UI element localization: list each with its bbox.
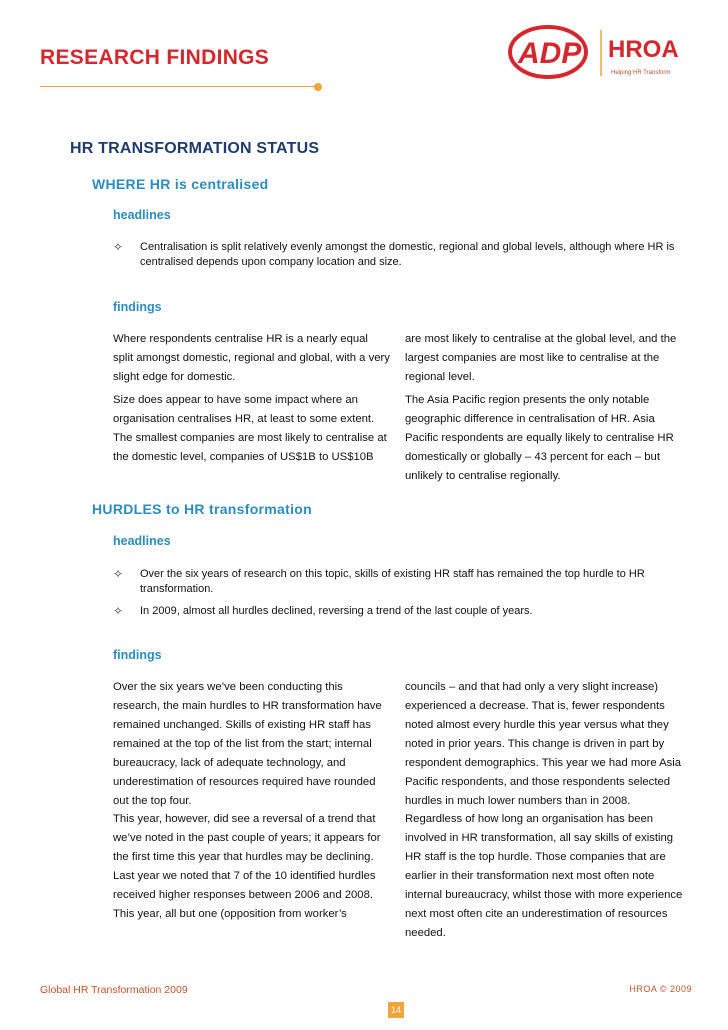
hurdles-headline-2-text: In 2009, almost all hurdles declined, reversing a trend of the last couple of years.: [140, 605, 533, 617]
hroa-wordmark: HROA: [608, 36, 679, 63]
hurdles-findings-label: findings: [113, 648, 162, 662]
hroa-tagline: Helping HR Transform: [611, 70, 671, 76]
where-hr-heading-rest: is centralised: [174, 176, 269, 192]
where-right-para-1: are most likely to centralise at the global level, and the largest companies are most like to centralise at the regional level.: [405, 333, 677, 383]
hurdles-right-para-1: councils – and that had only a very slight increase) experienced a decrease. That is, fewer respondents noted almost every hurdle this year versus what they noted in prior years. This change is driven in part by respondent demographics. This year we had more Asia Pacific respondents, and those respondents selected hurdles in much lower numbers than in 2008.: [405, 681, 682, 807]
title-underline: [40, 86, 315, 87]
hurdles-left-para-1: Over the six years we’ve been conducting this research, the main hurdles to HR transformation have remained unchanged. Skills of existing HR staff has remained at the top of the list from the start; internal bureaucracy, lack of adequate technology, and underestimation of resources required have rounded out the top four.: [113, 681, 382, 807]
hurdles-headline-2: [113, 604, 683, 619]
adp-hroa-logo: [508, 24, 698, 80]
where-hr-heading-caps: WHERE HR: [92, 176, 171, 192]
footer-copyright: HROA © 2009: [629, 984, 692, 994]
page-title: RESEARCH FINDINGS: [40, 46, 270, 69]
where-headline-1: [113, 240, 683, 270]
hurdles-left-para-2: This year, however, did see a reversal of a trend that we’ve noted in the past couple of years; it appears for the first time this year that hurdles may be declining. Last year we noted that 7 of the 10 identified hurdles received higher responses between 2006 and 2008. This year, all but one (opposition from worker’s: [113, 813, 381, 920]
page-number: 14: [388, 1002, 404, 1018]
sparkle-bullet-icon: ✧: [113, 240, 124, 254]
adp-wordmark: ADP: [518, 37, 582, 70]
hurdles-headline-1-text: Over the six years of research on this topic, skills of existing HR staff has remained the top hurdle to HR transformation.: [140, 568, 645, 595]
where-headline-1-text: Centralisation is split relatively evenly amongst the domestic, regional and global levels, although where HR is centralised depends upon company location and size.: [140, 241, 675, 268]
sparkle-bullet-icon: ✧: [113, 567, 124, 581]
hurdles-right-para-2: Regardless of how long an organisation has been involved in HR transformation, all say skills of existing HR staff is the top hurdle. Those companies that are earlier in their transformation next most often note internal bureaucracy, whilst those with more experience next most often cite an underestimation of resources needed.: [405, 813, 683, 939]
where-left-para-2: Size does appear to have some impact where an organisation centralises HR, at least to some extent. The smallest companies are most likely to centralise at the domestic level, companies of US$1B to US$10B: [113, 394, 387, 463]
hurdles-heading: [92, 501, 312, 517]
hurdles-headline-1: [113, 567, 683, 597]
where-left-para-1: Where respondents centralise HR is a nearly equal split amongst domestic, regional and global, with a very slight edge for domestic.: [113, 333, 390, 383]
section-title: HR TRANSFORMATION STATUS: [70, 140, 320, 157]
footer-publication-title: Global HR Transformation 2009: [40, 984, 188, 996]
hurdles-headlines-label: headlines: [113, 534, 171, 548]
where-headlines-label: headlines: [113, 208, 171, 222]
hurdles-heading-caps: HURDLES: [92, 501, 162, 517]
where-right-para-2: The Asia Pacific region presents the only notable geographic difference in centralisation of HR. Asia Pacific respondents are equally likely to centralise HR domestically or globally – 43 percent for each – but unlikely to centralise regionally.: [405, 394, 674, 482]
where-findings-label: findings: [113, 300, 162, 314]
hurdles-heading-rest: to HR transformation: [165, 501, 312, 517]
where-hr-heading: [92, 176, 269, 192]
sparkle-bullet-icon: ✧: [113, 604, 124, 618]
title-underline-dot: [314, 83, 322, 91]
